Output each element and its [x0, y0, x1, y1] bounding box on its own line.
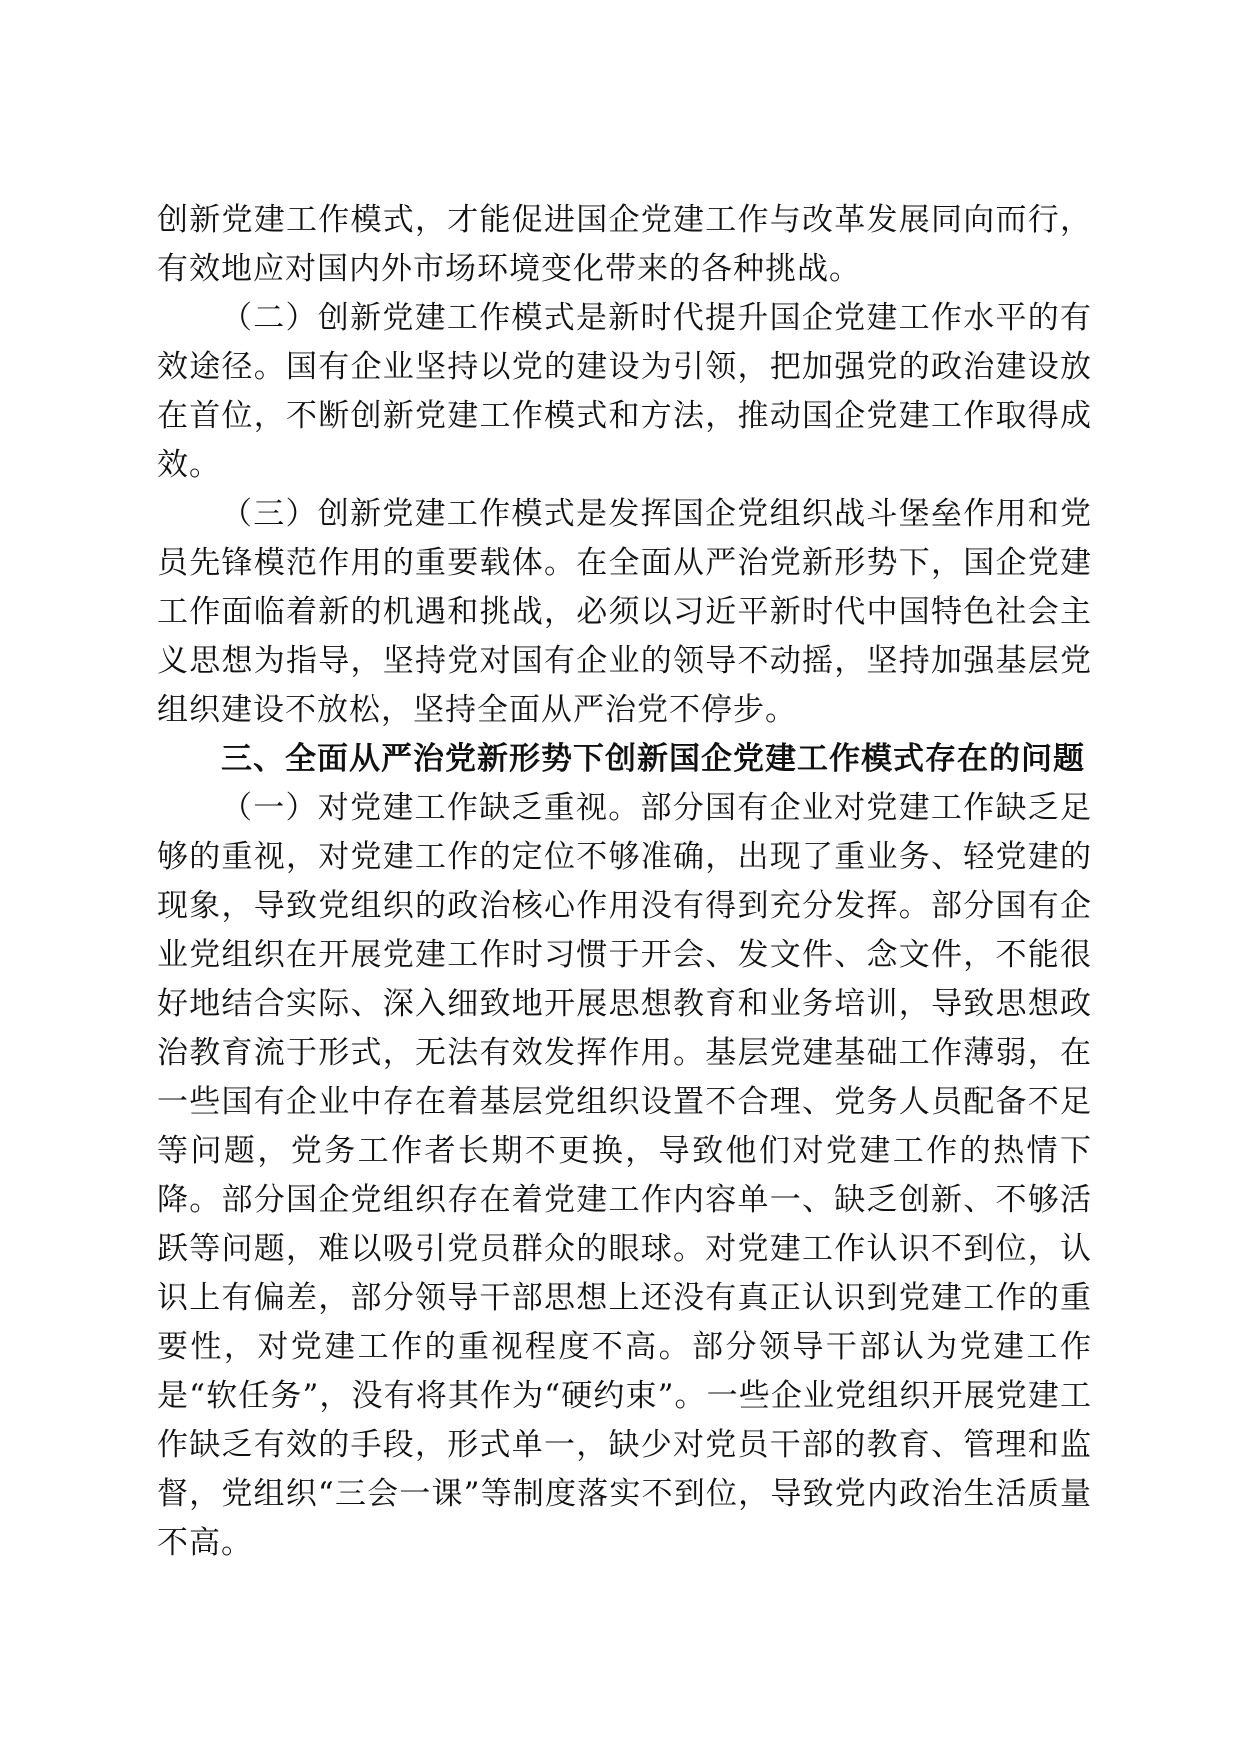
paragraph-issue-1: （一）对党建工作缺乏重视。部分国有企业对党建工作缺乏足够的重视，对党建工作的定位不够准确，出现了重业务、轻党建的现象，导致党组织的政治核心作用没有得到充分发挥。部分国有企业党组织在开展党建工作时习惯于开会、发文件、念文件，不能很好地结合实际、深入细致地开展思想教育和业务培训，导致思想政治教育流于形式，无法有效发挥作用。基层党建基础工作薄弱，在一些国有企业中存在着基层党组织设置不合理、党务人员配备不足等问题，党务工作者长期不更换，导致他们对党建工作的热情下降。部分国企党组织存在着党建工作内容单一、缺乏创新、不够活跃等问题，难以吸引党员群众的眼球。对党建工作认识不到位，认识上有偏差，部分领导干部思想上还没有真正认识到党建工作的重要性，对党建工作的重视程度不高。部分领导干部认为党建工作是“软任务”，没有将其作为“硬约束”。一些企业党组织开展党建工作缺乏有效的手段，形式单一，缺少对党员干部的教育、管理和监督，党组织“三会一课”等制度落实不到位，导致党内政治生活质量不高。	[157, 790, 1092, 1561]
paragraph-section-3: （三）创新党建工作模式是发挥国企党组织战斗堡垒作用和党员先锋模范作用的重要载体。在全面从严治党新形势下，国企党建工作面临着新的机遇和挑战，必须以习近平新时代中国特色社会主义思想为指导，坚持党对国有企业的领导不动摇，坚持加强基层党组织建设不放松，坚持全面从严治党不停步。	[157, 496, 1092, 728]
paragraph-section-2: （二）创新党建工作模式是新时代提升国企党建工作水平的有效途径。国有企业坚持以党的建设为引领，把加强党的政治建设放在首位，不断创新党建工作模式和方法，推动国企党建工作取得成效。	[157, 300, 1092, 483]
section-heading-3: 三、全面从严治党新形势下创新国企党建工作模式存在的问题	[221, 741, 1085, 777]
document-page	[157, 196, 1092, 1568]
paragraph-continuation: 创新党建工作模式，才能促进国企党建工作与改革发展同向而行，有效地应对国内外市场环境变化带来的各种挑战。	[157, 202, 1092, 287]
